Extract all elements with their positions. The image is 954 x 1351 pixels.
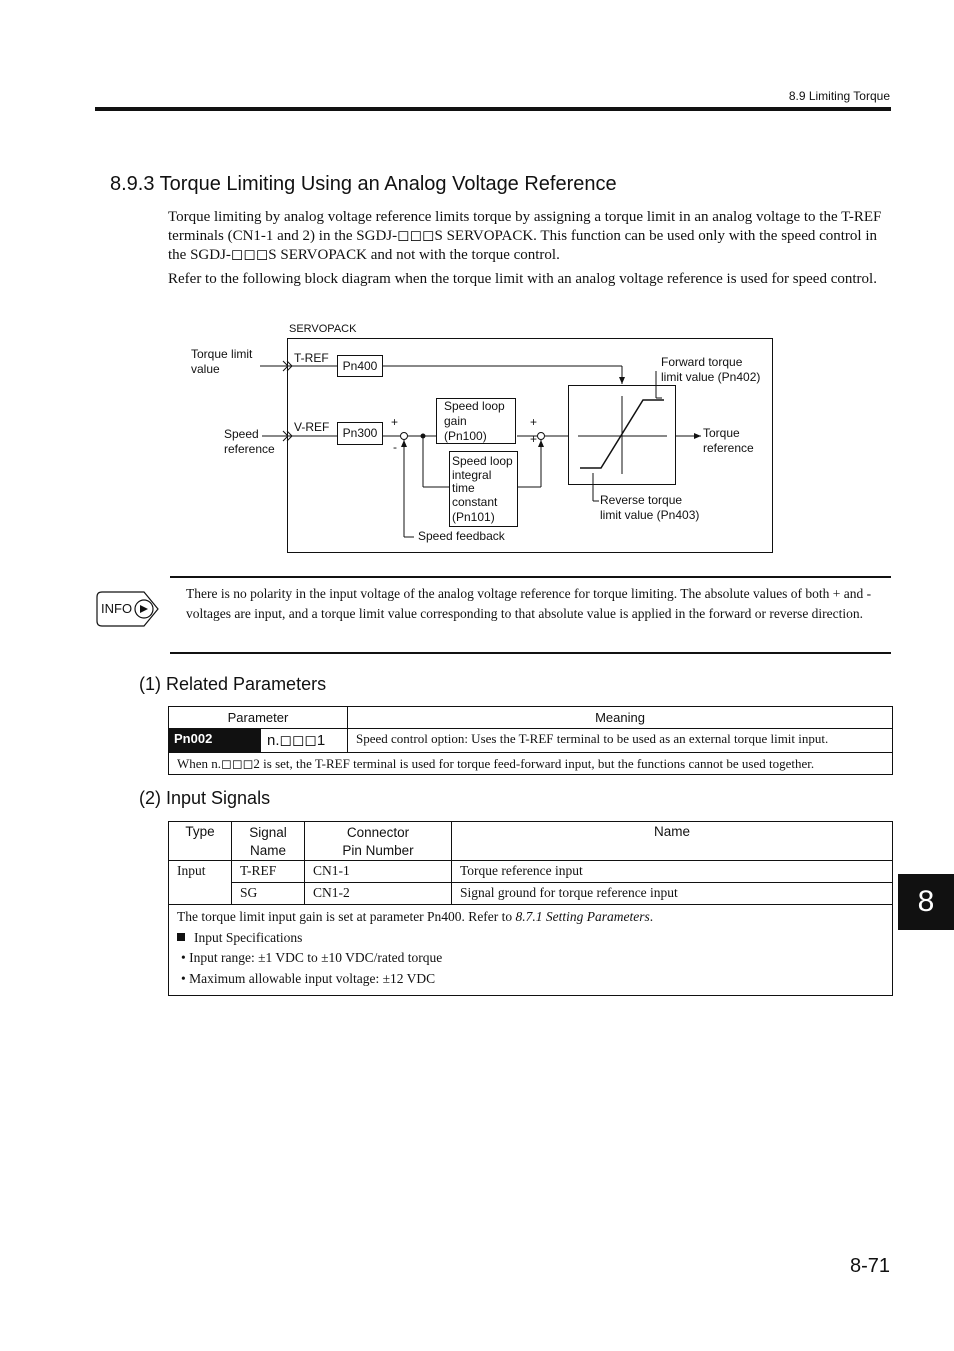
running-header: 8.9 Limiting Torque [788,89,890,103]
v-ref-label: V-REF [294,420,330,434]
plus-sign-1: + [391,415,399,429]
pin-cell: CN1-2 [305,883,452,905]
speed-loop-integral-block: Speed loop integral time constant (Pn101) [449,451,518,527]
spec-item: • Maximum allowable input voltage: ±12 VDC [181,970,436,986]
page-number: 8-71 [849,1255,890,1277]
param-meaning: Speed control option: Uses the T-REF terminal to be used as an external torque limit input. [348,729,893,753]
related-parameters-title: (1) Related Parameters [139,674,327,694]
name-cell: Torque reference input [452,861,893,883]
bullet-square-icon [177,933,185,941]
param-setting: n.◻◻◻1 [261,729,348,753]
signal-cell: T-REF [232,861,305,883]
input-signals-title: (2) Input Signals [139,788,271,808]
pn300-block: Pn300 [337,422,383,445]
section-title: 8.9.3 Torque Limiting Using an Analog Voltage Reference [110,173,617,195]
param-note: When n.◻◻◻2 is set, the T-REF terminal is used for torque feed-forward input, but the functions cannot be used together. [169,753,893,775]
forward-torque-label: Forward torque limit value (Pn402) [661,355,761,384]
input-signals-table [168,821,893,996]
chapter-tab: 8 [898,874,954,930]
related-parameters-table [168,706,893,775]
speed-feedback-label: Speed feedback [418,529,505,543]
speed-reference-label: Speed reference [224,427,275,456]
minus-sign-1: - [393,440,397,454]
info-bottom-rule [170,652,891,654]
info-text: There is no polarity in the input voltage of the analog voltage reference for torque limiting. The absolute values of both + and - voltages are input, and a torque limit value corresponding to that absolute value is applied in the forward or reverse direction. [186,586,872,621]
table-row [169,883,893,905]
diagram-reference-paragraph: Refer to the following block diagram when the torque limit with an analog voltage reference is used for speed control. [168,271,877,287]
name-cell: Signal ground for torque reference input [452,883,893,905]
type-header: Type [169,822,232,861]
signal-cell: SG [232,883,305,905]
name-header: Name [452,822,893,861]
reverse-torque-label: Reverse torque limit value (Pn403) [600,493,700,522]
info-icon: INFO [96,591,160,627]
meaning-header: Meaning [348,707,893,729]
spec-item: • Input range: ±1 VDC to ±10 VDC/rated torque [181,950,443,965]
plus-sign-2: + [530,415,538,429]
gain-note: The torque limit input gain is set at parameter Pn400. Refer to 8.7.1 Setting Parameters. [177,909,654,924]
signal-name-header: Signal Name [232,822,305,861]
t-ref-label: T-REF [294,351,329,365]
plus-sign-3: + [530,432,538,446]
header-rule [95,107,891,111]
param-code: Pn002 [169,729,261,753]
intro-paragraph: Torque limiting by analog voltage reference limits torque by assigning a torque limit in an analog voltage to the T-REF terminals (CN1-1 and 2) in the SGDJ-◻◻◻S SERVOPACK. This function can be used only with the speed control in the SGDJ-◻◻◻S SERVOPACK and not with the torque control. [168,209,882,263]
signal-notes [169,905,893,996]
info-top-rule [170,576,891,578]
pn400-block: Pn400 [337,355,383,377]
speed-loop-gain-block: Speed loop gain (Pn100) [436,398,516,444]
table-row [169,861,893,883]
torque-reference-label: Torque reference [703,426,754,455]
parameter-header: Parameter [169,707,348,729]
torque-limit-value-label: Torque limit value [191,347,253,376]
connector-header: Connector Pin Number [305,822,452,861]
type-cell: Input [169,861,232,905]
servopack-label: SERVOPACK [289,323,357,335]
pin-cell: CN1-1 [305,861,452,883]
spec-title: Input Specifications [177,928,892,949]
